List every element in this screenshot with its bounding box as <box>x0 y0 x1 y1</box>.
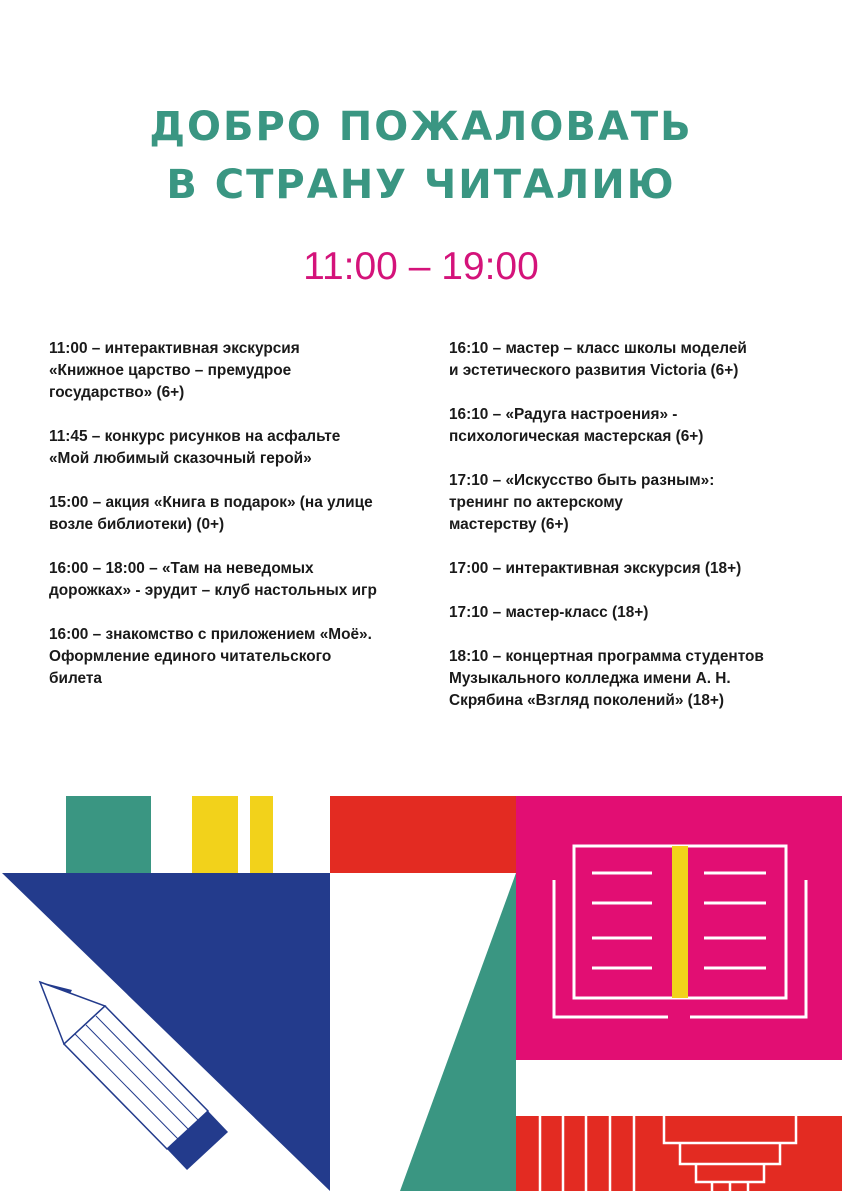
schedule-item-line: Скрябина «Взгляд поколений» (18+) <box>449 692 725 709</box>
schedule-item-line: 11:45 – конкурс рисунков на асфальте <box>49 428 341 445</box>
schedule-item <box>449 470 834 536</box>
schedule-item <box>449 602 834 624</box>
schedule-item-line: 15:00 – акция «Книга в подарок» (на улице <box>49 494 373 511</box>
schedule-item-line: 16:10 – мастер – класс школы моделей <box>449 340 747 357</box>
page-title <box>0 98 842 214</box>
schedule-item-line: Музыкального колледжа имени А. Н. <box>449 670 731 687</box>
yellow-book-spine-narrow <box>250 796 273 873</box>
schedule-item-line: 11:00 – интерактивная экскурсия <box>49 340 300 357</box>
schedule-item-line: тренинг по актерскому <box>449 494 623 511</box>
title-line-1: ДОБРО ПОЖАЛОВАТЬ <box>149 104 693 150</box>
schedule-item-line: психологическая мастерская (6+) <box>449 428 704 445</box>
schedule-item-line: 17:10 – «Искусство быть разным»: <box>449 472 715 489</box>
schedule-item <box>449 338 834 382</box>
schedule-item <box>449 646 834 712</box>
schedule-item-line: 16:10 – «Радуга настроения» - <box>449 406 678 423</box>
title-line-2: В СТРАНУ ЧИТАЛИЮ <box>166 162 676 208</box>
schedule-item-line: «Книжное царство – премудрое <box>49 362 292 379</box>
teal-book-spine <box>66 796 151 873</box>
schedule-item <box>49 492 439 536</box>
decorative-illustration <box>0 790 842 1191</box>
schedule-item-line: 18:10 – концертная программа студентов <box>449 648 764 665</box>
event-time-range: 11:00 – 19:00 <box>303 245 539 288</box>
schedule-item-line: 16:00 – 18:00 – «Там на неведомых <box>49 560 314 577</box>
schedule-item-line: 17:10 – мастер-класс (18+) <box>449 604 649 621</box>
schedule-item <box>49 558 439 602</box>
schedule-item-line: билета <box>49 670 102 687</box>
schedule-right-column <box>449 338 834 734</box>
book-bookmark <box>672 846 688 998</box>
schedule-item-line: дорожках» - эрудит – клуб настольных игр <box>49 582 377 599</box>
schedule-item-line: государство» (6+) <box>49 384 185 401</box>
schedule-left-column <box>49 338 439 712</box>
teal-wedge <box>400 873 516 1191</box>
schedule-item <box>449 404 834 448</box>
schedule-item-line: «Мой любимый сказочный герой» <box>49 450 312 467</box>
yellow-book-spine <box>192 796 238 873</box>
schedule-item-line: 16:00 – знакомство с приложением «Моё». <box>49 626 372 643</box>
red-book-block <box>330 796 516 873</box>
schedule-item-line: возле библиотеки) (0+) <box>49 516 225 533</box>
schedule-item-line: мастерству (6+) <box>449 516 569 533</box>
schedule-item <box>449 558 834 580</box>
schedule-item-line: 17:00 – интерактивная экскурсия (18+) <box>449 560 742 577</box>
schedule-item <box>49 624 439 690</box>
schedule-item <box>49 338 439 404</box>
schedule-item-line: и эстетического развития Victoria (6+) <box>449 362 739 379</box>
schedule-item-line: Оформление единого читательского <box>49 648 332 665</box>
schedule-item <box>49 426 439 470</box>
